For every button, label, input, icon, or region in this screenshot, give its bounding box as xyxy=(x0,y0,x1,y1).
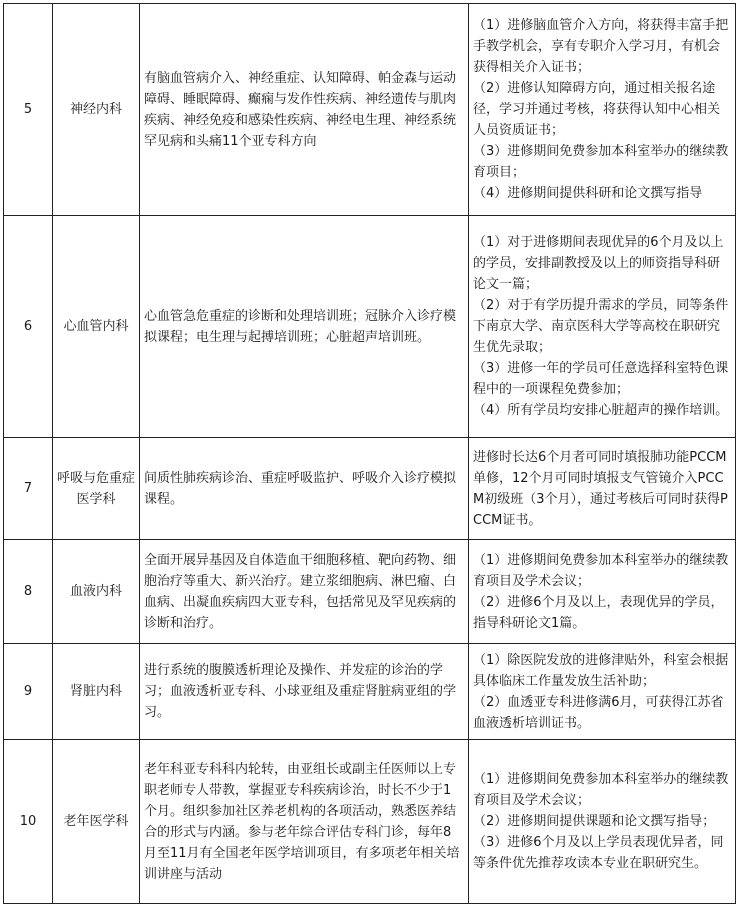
row-number: 10 xyxy=(4,740,53,904)
benefit-item: （4）所有学员均安排心脏超声的操作培训。 xyxy=(473,403,729,418)
department-description: 进行系统的腹膜透析理论及操作、并发症的诊治的学习；血液透析亚专科、小球亚组及重症肾脏病亚组的学习。 xyxy=(140,644,469,740)
benefit-item: （1）对于进修期间表现优异的6个月及以上的学员，安排副教授及以上的师资指导科研论文一篇； xyxy=(473,235,724,292)
department-benefits xyxy=(469,438,736,540)
department-benefits xyxy=(469,540,736,644)
row-number: 7 xyxy=(4,438,53,540)
benefit-item: （3）进修6个月及以上学员表现优异者，同等条件优先推荐攻读本专业在职研究生。 xyxy=(473,835,724,871)
benefit-item: （2）对于有学历提升需求的学员，同等条件下南京大学、南京医科大学等高校在职研究生优先录取； xyxy=(473,298,729,355)
row-number: 5 xyxy=(4,4,53,216)
benefit-item: 进修时长达6个月者可同时填报肺功能PCCM单修，12个月可同时填报支气管镜介入PCCM初级班（3个月），通过考核后可同时获得PCCM证书。 xyxy=(473,449,728,528)
table-row xyxy=(4,216,736,438)
department-benefits xyxy=(469,216,736,438)
benefit-item: （2）血透亚专科进修满6月，可获得江苏省血液透析培训证书。 xyxy=(473,694,724,731)
department-name: 呼吸与危重症医学科 xyxy=(53,438,140,540)
department-description: 心血管急危重症的诊断和处理培训班；冠脉介入诊疗模拟课程；电生理与起搏培训班；心脏超声培训班。 xyxy=(140,216,469,438)
department-table xyxy=(3,3,736,904)
table-row xyxy=(4,438,736,540)
benefit-item: （1）除医院发放的进修津贴外，科室会根据具体临床工作量发放生活补助； xyxy=(473,652,729,689)
department-name: 心血管内科 xyxy=(53,216,140,438)
table-row xyxy=(4,740,736,904)
table-row xyxy=(4,4,736,216)
benefit-item: （2）进修认知障碍方向，通过相关报名途径，学习并通过考核，将获得认知中心相关人员资质证书； xyxy=(473,81,721,138)
benefit-item: （2）进修期间提供课题和论文撰写指导； xyxy=(473,814,716,829)
department-description: 老年科亚专科科内轮转，由亚组长或副主任医师以上专职老师专人带教，掌握亚专科疾病诊治，时长不少于1个月。组织参加社区养老机构的各项活动，熟悉医养结合的形式与内涵。参与老年综合评估专科门诊，每年8月至11月有全国老年医学培训项目，有多项老年相关培训讲座与活动 xyxy=(140,740,469,904)
table-row xyxy=(4,644,736,740)
benefit-item: （1）进修期间免费参加本科室举办的继续教育项目及学术会议； xyxy=(473,772,729,808)
department-name: 老年医学科 xyxy=(53,740,140,904)
department-benefits xyxy=(469,644,736,740)
department-benefits xyxy=(469,4,736,216)
row-number: 8 xyxy=(4,540,53,644)
department-name: 肾脏内科 xyxy=(53,644,140,740)
benefit-item: （1）进修期间免费参加本科室举办的继续教育项目及学术会议； xyxy=(473,552,729,589)
department-name: 神经内科 xyxy=(53,4,140,216)
department-description: 有脑血管病介入、神经重症、认知障碍、帕金森与运动障碍、睡眠障碍、癫痫与发作性疾病、神经遗传与肌肉疾病、神经免疫和感染性疾病、神经电生理、神经系统罕见病和头痛11个亚专科方向 xyxy=(140,4,469,216)
table-row xyxy=(4,540,736,644)
benefit-item: （4）进修期间提供科研和论文撰写指导 xyxy=(473,186,703,201)
department-description: 间质性肺疾病诊治、重症呼吸监护、呼吸介入诊疗模拟课程。 xyxy=(140,438,469,540)
benefit-item: （1）进修脑血管介入方向，将获得丰富手把手教学机会，享有专职介入学习月，有机会获得相关介入证书； xyxy=(473,18,729,75)
department-description: 全面开展异基因及自体造血干细胞移植、靶向药物、细胞治疗等重大、新兴治疗。建立浆细胞病、淋巴瘤、白血病、出凝血疾病四大亚专科，包括常见及罕见疾病的诊断和治疗。 xyxy=(140,540,469,644)
benefit-item: （2）进修6个月及以上，表现优异的学员，指导科研论文1篇。 xyxy=(473,594,724,631)
department-benefits xyxy=(469,740,736,904)
benefit-item: （3）进修一年的学员可任意选择科室特色课程中的一项课程免费参加； xyxy=(473,361,729,397)
department-name: 血液内科 xyxy=(53,540,140,644)
row-number: 6 xyxy=(4,216,53,438)
benefit-item: （3）进修期间免费参加本科室举办的继续教育项目； xyxy=(473,144,729,180)
row-number: 9 xyxy=(4,644,53,740)
